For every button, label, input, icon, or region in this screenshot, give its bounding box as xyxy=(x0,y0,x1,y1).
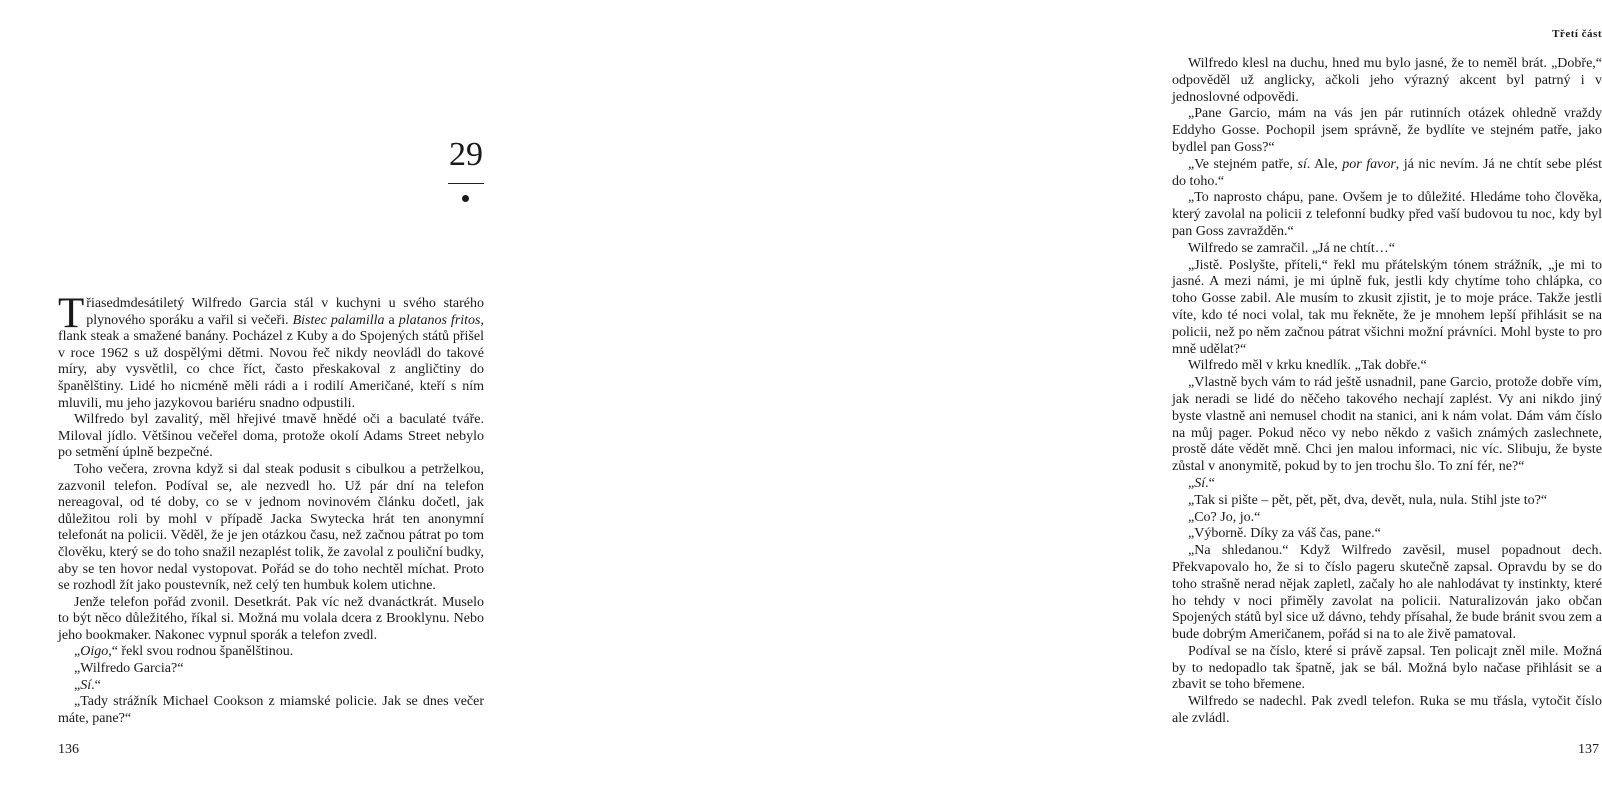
page-number-right: 137 xyxy=(1578,742,1599,757)
text-run: řiasedmdesátiletý Wilfredo Garcia stál v kuchyni u svého starého plynového sporáku a vařil si večeři. xyxy=(86,296,484,328)
text-run: a xyxy=(384,312,399,328)
paragraph xyxy=(1172,510,1602,527)
text-run: ,“ řekl svou rodnou španělštinou. xyxy=(108,644,294,660)
text-run: „Tady strážník Michael Cookson z miamské policie. Jak se dnes večer máte, pane?“ xyxy=(58,694,484,726)
italic-run: Bistec palamilla xyxy=(292,312,385,328)
paragraph xyxy=(58,644,484,661)
italic-run: platanos fritos xyxy=(398,312,481,328)
text-run: „ xyxy=(74,644,81,660)
text-run: „To naprosto chápu, pane. Ovšem je to důležité. Hledáme toho člověka, který zavolal na policii z telefonní budky před vaší budovou tu noc, kdy byl pan Goss zavražděn.“ xyxy=(1172,190,1602,239)
text-run: . Ale, xyxy=(1306,156,1343,172)
text-run: Toho večera, zrovna když si dal steak podusit s cibulkou a petrželkou, zazvonil telefon. Podíval se, ale nezvedl ho. Už pár dní na telefon nereagoval, od té doby, co se v jednom novinovém článku dočetl, jak důležitou roli by mohl v případě Jacka Swytecka hrát ten anonymní telefonát na policii. Věděl, že je jen otázkou času, než začnou pátrat po tom člověku, který se do toho snažil nezaplést tolik, že zavolal z pouliční budky, aby se ten hovor nedal vystopovat. Pořád se do toho nechtěl míchat. Proto se rozhodl žít jako poustevník, než celý ten humbuk kolem utichne. xyxy=(58,461,484,594)
page-number-left: 136 xyxy=(58,742,79,757)
paragraph xyxy=(1172,644,1602,694)
text-run: „ xyxy=(74,677,81,693)
text-run: , flank steak a smažené banány. Pocházel z Kuby a do Spojených států přišel v roce 1962 s už dospělými dětmi. Novou řeč nikdy neovládl do takové míry, aby vysvětlil, co chce říct, často přeskakoval z angličtiny do španělštiny. Lidé ho nicméně měli rádi a i rodilí Američané, kteří s ním mluvili, mu jeho jazykovou bariéru snadno odpustili. xyxy=(58,312,484,411)
left-body-text xyxy=(58,290,484,727)
text-run: , já nic nevím. Já ne chtít sebe plést do toho.“ xyxy=(1172,156,1602,189)
paragraph xyxy=(58,595,484,645)
text-run: „Vlastně bych vám to rád ještě usnadnil, pane Garcio, protože dobře vím, jak neradi se lidé do něčeho takového nechají zaplést. Vy ani nikdo jiný byste vlastně ani nemusel chodit na stanici, ani k nám volat. Dám vám číslo na můj pager. Pokud něco vy nebo někdo z vašich známých zaslechnete, prostě dáte vědět mně. Chci jen malou informaci, nic víc. Slibuju, že byste zůstal v anonymitě, pokud by to jen trochu šlo. To zní fér, ne?“ xyxy=(1172,375,1602,475)
text-run: „Tak si pište – pět, pět, pět, dva, devět, nula, nula. Stihl jste to?“ xyxy=(1188,492,1548,508)
paragraph xyxy=(1172,190,1602,240)
text-run: Jenže telefon pořád zvonil. Desetkrát. Pak víc než dvanáctkrát. Muselo to být něco důležitého, říkal si. Možná mu volala dcera z Brooklynu. Nebo jeho bookmaker. Nakonec vypnul sporák a telefon zvedl. xyxy=(58,594,484,643)
text-run: „Na shledanou.“ Když Wilfredo zavěsil, musel popadnout dech. Překvapovalo ho, že si to číslo pageru skutečně zapsal. Opravdu by se do toho strašně nerad nějak zapletl, začaly ho ale nahlodávat ty instinkty, které ho tehdy v noci přiměly zavolat na policii. Naturalizován jako občan Spojených států byl sice už dávno, tehdy přísahal, že bude bránit svou zem a bude dobrým Američanem, pořád si na to ale živě pamatoval. xyxy=(1172,543,1602,643)
chapter-number: 29 xyxy=(449,136,483,173)
paragraph xyxy=(58,694,484,727)
paragraph xyxy=(1172,476,1602,493)
left-page xyxy=(0,0,552,800)
running-head: Třetí část xyxy=(1552,28,1602,40)
text-run: Wilfredo se nadechl. Pak zvedl telefon. Ruka se mu třásla, vytočit číslo ale zvládl. xyxy=(1172,694,1602,727)
drop-cap: T xyxy=(58,290,85,337)
text-run: „Co? Jo, jo.“ xyxy=(1188,509,1261,525)
italic-run: sí xyxy=(1297,156,1307,172)
paragraph xyxy=(1172,375,1602,476)
right-page xyxy=(552,0,1602,800)
text-run: Podíval se na číslo, které si právě zapsal. Ten policajt zněl mile. Možná by to nedopadlo tak špatně, jak se bál. Možná bylo načase přihlásit se a zbavit se toho břemene. xyxy=(1172,643,1602,693)
text-run: „Výborně. Díky za váš čas, pane.“ xyxy=(1188,526,1381,542)
chapter-rule xyxy=(448,183,484,184)
text-run: „Ve stejném patře, xyxy=(1188,156,1298,172)
paragraph xyxy=(1172,694,1602,728)
italic-run: por favor xyxy=(1342,156,1396,172)
paragraph xyxy=(58,678,484,695)
paragraph xyxy=(1172,241,1602,258)
paragraph xyxy=(58,462,484,595)
text-run: .“ xyxy=(91,677,101,693)
paragraph xyxy=(1172,56,1602,106)
paragraph xyxy=(58,412,484,462)
chapter-ornament-dot xyxy=(462,195,469,202)
paragraph xyxy=(1172,106,1602,156)
text-run: Wilfredo klesl na duchu, hned mu bylo jasné, že to neměl brát. „Dobře,“ odpověděl už anglicky, ačkoli jeho výrazný akcent byl patrný i v jednoslovné odpovědi. xyxy=(1172,56,1602,105)
paragraph xyxy=(1172,543,1602,644)
text-run: Wilfredo byl zavalitý, měl hřejivé tmavě hnědé oči a baculaté tváře. Miloval jídlo. Většinou večeřel doma, protože okolí Adams Street nebylo po setmění úplně bezpečné. xyxy=(58,412,484,461)
paragraph xyxy=(1172,358,1602,375)
paragraph xyxy=(1172,157,1602,191)
text-run: Wilfredo se zamračil. „Já ne chtít…“ xyxy=(1188,240,1396,256)
italic-run: Oigo xyxy=(80,644,109,660)
text-run: „Jistě. Poslyšte, příteli,“ řekl mu přátelským tónem strážník, „je mi to jasné. A mezi námi, je mi úplně fuk, jestli kdy chytíme toho chlápka, co toho Gosse zabil. Ale musím to zkusit zjistit, je to moje práce. Takže jestli víte, kdo té noci volal, tak mu řekněte, že je mnohem lepší přihlásit se na policii, než po něm začnou pátrat všichni možní právníci. Mohl byste to pro mně udělat?“ xyxy=(1172,257,1602,357)
text-run: „Pane Garcio, mám na vás jen pár rutinních otázek ohledně vraždy Eddyho Gosse. Pochopil jsem správně, že bydlíte ve stejném patře, jako bydlel pan Goss?“ xyxy=(1172,106,1602,155)
paragraph xyxy=(1172,493,1602,510)
paragraph xyxy=(58,661,484,678)
paragraph xyxy=(1172,258,1602,359)
paragraph xyxy=(1172,526,1602,543)
italic-run: Sí xyxy=(80,677,92,693)
text-run: Wilfredo měl v krku knedlík. „Tak dobře.“ xyxy=(1188,358,1427,374)
italic-run: Sí xyxy=(1194,475,1206,491)
text-run: .“ xyxy=(1205,475,1215,491)
paragraph xyxy=(58,290,484,412)
text-run: „Wilfredo Garcia?“ xyxy=(74,661,184,677)
right-body-text xyxy=(1172,56,1602,728)
text-run: „ xyxy=(1188,475,1195,491)
